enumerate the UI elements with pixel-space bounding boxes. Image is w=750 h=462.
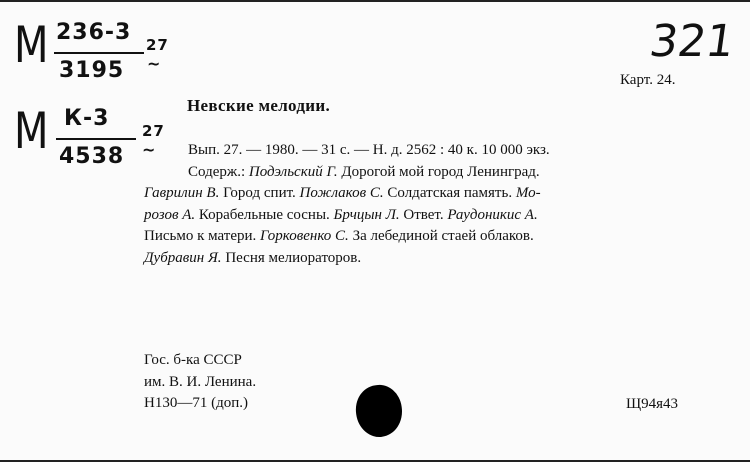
- author: Раудоникис А.: [447, 206, 538, 223]
- contents-line-2: [144, 183, 699, 205]
- work: Город спит.: [223, 185, 296, 201]
- work: Песня мелиораторов.: [225, 249, 362, 266]
- author: Горковенко С.: [260, 228, 349, 244]
- library-line-2: им. В. И. Ленина.: [144, 373, 257, 390]
- imprint-line: Вып. 27. — 1980. — 31 с. — Н. д. 2562 : 40 к. 10 000 экз.: [188, 142, 550, 158]
- work: Корабельные сосны.: [198, 206, 330, 223]
- fraction-line: [54, 52, 144, 54]
- author: Пожлаков С.: [299, 185, 384, 201]
- work: Ответ.: [403, 206, 444, 223]
- call-letter: М: [14, 16, 50, 74]
- record-title: Невские мелодии.: [187, 96, 330, 115]
- library-line-1: Гос. б-ка СССР: [144, 352, 242, 368]
- handwritten-call-mark-1: [14, 16, 174, 96]
- work: Письмо к матери.: [144, 228, 257, 244]
- author: Брчцын Л.: [333, 206, 400, 223]
- tilde-mark: ~: [142, 140, 157, 159]
- contents-line-1: [144, 162, 699, 184]
- author-fragment: розов А.: [144, 206, 196, 223]
- author: Гаврилин В.: [144, 185, 220, 201]
- author: Подэльский Г.: [248, 163, 338, 180]
- work: За лебединой стаей облаков.: [352, 228, 534, 244]
- record-description: [144, 140, 699, 269]
- classification-code: Щ94я43: [626, 396, 679, 412]
- tilde-mark: ~: [147, 54, 162, 73]
- call-number-bottom: 4538: [59, 144, 125, 169]
- fraction-line: [56, 138, 136, 140]
- work: Солдатская память.: [387, 185, 513, 201]
- library-line-3: Н130—71 (доп.): [144, 395, 248, 411]
- punch-hole-mark: [353, 382, 406, 440]
- library-imprint: [144, 350, 256, 415]
- contents-label: Содерж.:: [188, 163, 246, 180]
- call-superscript: 27: [142, 122, 165, 140]
- contents-line-5: [144, 248, 699, 270]
- call-number-top: 236-3: [56, 20, 132, 45]
- call-letter: М: [14, 102, 50, 160]
- author-fragment: Мо-: [515, 185, 541, 201]
- call-superscript: 27: [146, 36, 169, 54]
- handwritten-corner-number: 321: [646, 16, 738, 67]
- call-number-top: К-3: [64, 106, 110, 131]
- call-number-bottom: 3195: [59, 58, 125, 83]
- contents-line-4: [144, 226, 699, 248]
- contents-line-3: [144, 205, 699, 227]
- work: Дорогой мой город Ленинград.: [341, 163, 540, 180]
- card-number: Карт. 24.: [620, 72, 676, 88]
- author: Дубравин Я.: [144, 249, 222, 266]
